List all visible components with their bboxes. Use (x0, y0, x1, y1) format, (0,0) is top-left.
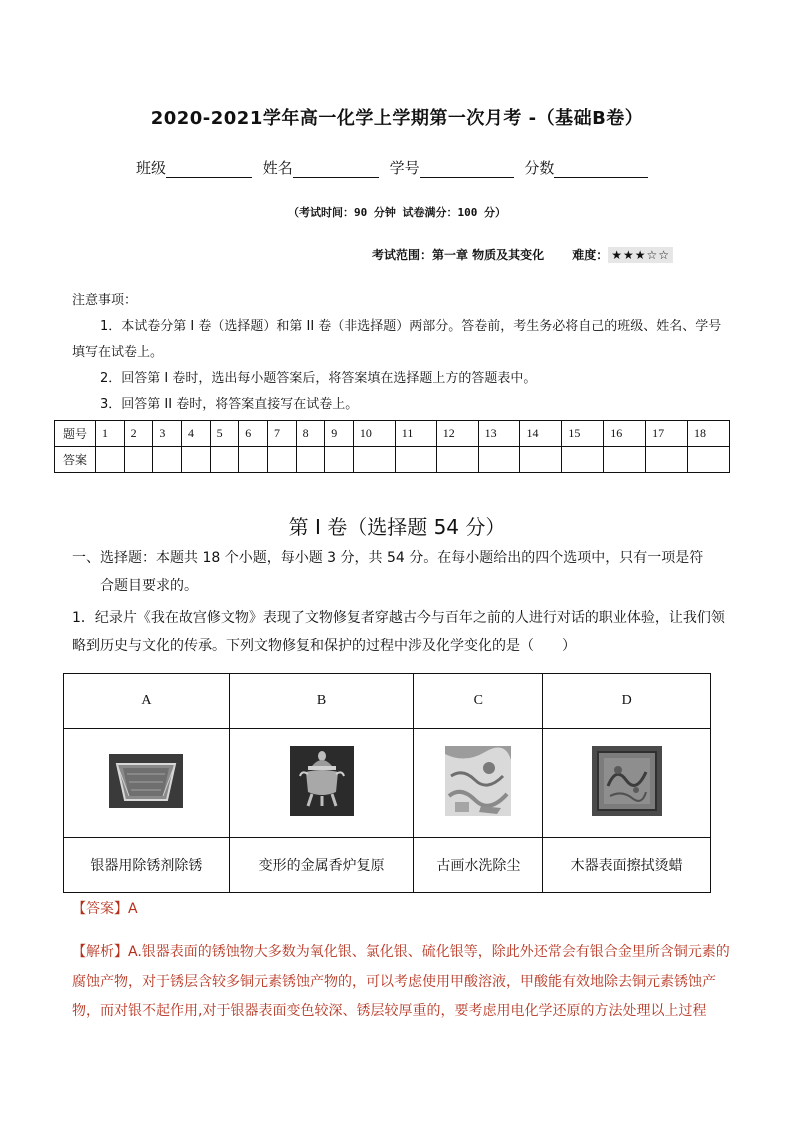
answer-cell[interactable] (436, 447, 478, 473)
question-number-cell: 17 (646, 421, 688, 447)
student-info-line (136, 157, 654, 178)
answer-sheet-number-row (55, 421, 730, 447)
exam-scope (372, 246, 673, 263)
option-image-row (64, 729, 711, 838)
class-label: 班级 (136, 159, 167, 177)
name-label: 姓名 (262, 159, 293, 177)
silver-vessel-image (109, 754, 183, 808)
answer-cell[interactable] (478, 447, 520, 473)
answer-cell[interactable] (395, 447, 436, 473)
option-caption-row (64, 838, 711, 893)
question-number-cell: 6 (239, 421, 268, 447)
name-field (263, 157, 379, 178)
section-desc-line: 一、选择题：本题共 18 个小题，每小题 3 分，共 54 分。在每小题给出的四个选项中，只有一项是符 (72, 550, 704, 566)
option-image-cell (229, 729, 414, 838)
section-desc-line: 合题目要求的。 (100, 578, 198, 594)
option-caption: 变形的金属香炉复原 (229, 838, 414, 893)
name-blank[interactable] (293, 161, 379, 178)
question-number-cell: 12 (436, 421, 478, 447)
question-number-cell: 4 (181, 421, 210, 447)
answer-cell[interactable] (181, 447, 210, 473)
note-item: 2．回答第 I 卷时，选出每小题答案后，将答案填在选择题上方的答题表中。 (100, 371, 537, 386)
analysis-text: A.银器表面的锈蚀物大多数为氧化银、氯化银、硫化银等，除此外还常会有银合金里所含铜元素的腐蚀产物，对于锈层含较多铜元素锈蚀产物的，可以考虑使用甲酸溶液，甲酸能有效地除去铜元素锈蚀产物，而对银不起作用,对于银器表面变色较深、锈层较厚重的，要考虑用电化学还原的方法处理以上过程 (72, 944, 730, 1019)
option-image-cell (64, 729, 230, 838)
ancient-painting-image (445, 746, 511, 816)
number-field (390, 157, 514, 178)
note-item: 1．本试卷分第 I 卷（选择题）和第 II 卷（非选择题）两部分。答卷前，考生务必将自己的班级、姓名、学号填写在试卷上。 (72, 319, 722, 360)
section-description (72, 544, 732, 600)
answer-cell[interactable] (687, 447, 729, 473)
note-item: 3．回答第 II 卷时，将答案直接写在试卷上。 (100, 397, 359, 412)
question-number-cell: 13 (478, 421, 520, 447)
option-letter: A (64, 674, 230, 729)
answer-cell[interactable] (210, 447, 239, 473)
option-caption: 木器表面擦拭烫蜡 (543, 838, 711, 893)
score-field (524, 157, 648, 178)
answer-cell[interactable] (96, 447, 125, 473)
answer-cell[interactable] (153, 447, 182, 473)
question-number-cell: 16 (604, 421, 646, 447)
question-number-cell: 8 (296, 421, 325, 447)
answer-cell[interactable] (267, 447, 296, 473)
option-image-cell (543, 729, 711, 838)
answer-cell[interactable] (353, 447, 395, 473)
question-number-cell: 9 (325, 421, 354, 447)
answer-cell[interactable] (520, 447, 562, 473)
question-number-cell: 10 (353, 421, 395, 447)
question-number-cell: 7 (267, 421, 296, 447)
answer-row-label: 答案 (55, 447, 96, 473)
difficulty-label: 难度： (572, 248, 609, 262)
answer-cell[interactable] (296, 447, 325, 473)
number-blank[interactable] (420, 161, 514, 178)
class-field (136, 157, 252, 178)
answer-cell[interactable] (562, 447, 604, 473)
question-number-cell: 2 (124, 421, 153, 447)
option-caption: 古画水洗除尘 (414, 838, 543, 893)
answer-cell[interactable] (325, 447, 354, 473)
exam-meta: （考试时间：90 分钟 试卷满分：100 分） (288, 206, 506, 219)
question-number-cell: 3 (153, 421, 182, 447)
number-row-label: 题号 (55, 421, 96, 447)
option-caption: 银器用除锈剂除锈 (64, 838, 230, 893)
analysis-paragraph (72, 938, 734, 1027)
class-blank[interactable] (166, 161, 252, 178)
question-1: 1．纪录片《我在故宫修文物》表现了文物修复者穿越古今与百年之前的人进行对话的职业体验，让我们领略到历史与文化的传承。下列文物修复和保护的过程中涉及化学变化的是（ ） (72, 610, 725, 654)
difficulty-stars: ★★★☆☆ (608, 247, 673, 263)
answer-sheet-table (54, 420, 730, 473)
answer-cell[interactable] (239, 447, 268, 473)
answer-line (72, 898, 138, 918)
question-number-cell: 11 (395, 421, 436, 447)
notes (72, 288, 732, 418)
option-letter: B (229, 674, 414, 729)
question-number-cell: 18 (687, 421, 729, 447)
answer-cell[interactable] (604, 447, 646, 473)
question-number-cell: 15 (562, 421, 604, 447)
section-title: 第 I 卷（选择题 54 分） (288, 515, 506, 539)
incense-burner-image (290, 746, 354, 816)
carved-wood-image (592, 746, 662, 816)
question-number-cell: 5 (210, 421, 239, 447)
analysis-label: 【解析】 (72, 944, 128, 960)
scope-label: 考试范围：第一章 物质及其变化 (372, 248, 545, 262)
answer-cell[interactable] (646, 447, 688, 473)
question-number-cell: 14 (520, 421, 562, 447)
answer-sheet-answer-row (55, 447, 730, 473)
score-blank[interactable] (554, 161, 648, 178)
option-letter-row (64, 674, 711, 729)
answer-value: A (128, 901, 138, 917)
number-label: 学号 (389, 159, 420, 177)
options-table (63, 673, 711, 893)
answer-cell[interactable] (124, 447, 153, 473)
page-title: 2020-2021学年高一化学上学期第一次月考 -（基础B卷） (150, 108, 644, 129)
score-label: 分数 (524, 159, 555, 177)
option-image-cell (414, 729, 543, 838)
option-letter: D (543, 674, 711, 729)
answer-label: 【答案】 (72, 901, 128, 917)
option-letter: C (414, 674, 543, 729)
notes-heading: 注意事项： (72, 293, 138, 308)
question-number-cell: 1 (96, 421, 125, 447)
